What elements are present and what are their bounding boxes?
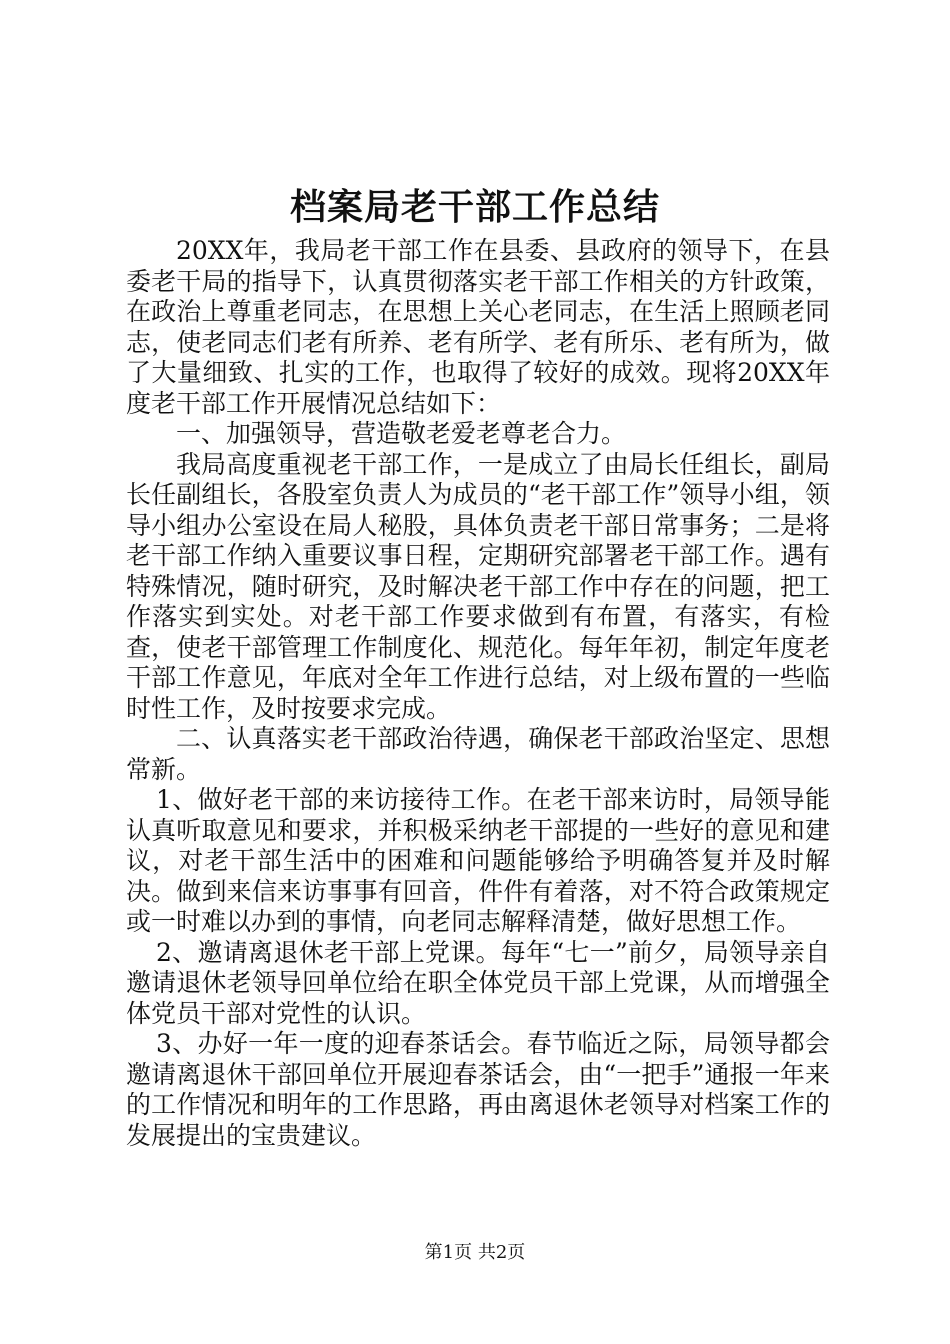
paragraph-item-3: 3、办好一年一度的迎春茶话会。春节临近之际，局领导都会邀请离退休干部回单位开展迎春茶话会，由“一把手”通报一年来的工作情况和明年的工作思路，再由离退休老领导对档案工作的发展提出的宝贵建议。 — [126, 1029, 830, 1150]
page-footer: 第1页 共2页 — [424, 1242, 526, 1263]
paragraph-item-2: 2、邀请离退休老干部上党课。每年“七一”前夕，局领导亲自邀请退休老领导回单位给在职全体党员干部上党课，从而增强全体党员干部对党性的认识。 — [126, 937, 830, 1028]
section-heading-2: 二、认真落实老干部政治待遇，确保老干部政治坚定、思想常新。 — [126, 724, 830, 784]
document-title: 档案局老干部工作总结 — [289, 186, 660, 228]
paragraph-item-1: 1、做好老干部的来访接待工作。在老干部来访时，局领导能认真听取意见和要求，并积极采纳老干部提的一些好的意见和建议，对老干部生活中的困难和问题能够给予明确答复并及时解决。做到来信来访事事有回音，件件有着落，对不符合政策规定或一时难以办到的事情，向老同志解释清楚，做好思想工作。 — [126, 785, 830, 936]
document-body — [126, 236, 830, 1151]
paragraph-section-1: 我局高度重视老干部工作，一是成立了由局长任组长，副局长任副组长，各股室负责人为成员的“老干部工作”领导小组，领导小组办公室设在局人秘股，具体负责老干部日常事务；二是将老干部工作纳入重要议事日程，定期研究部署老干部工作。遇有特殊情况，随时研究，及时解决老干部工作中存在的问题，把工作落实到实处。对老干部工作要求做到有布置，有落实，有检查，使老干部管理工作制度化、规范化。每年年初，制定年度老干部工作意见，年底对全年工作进行总结，对上级布置的一些临时性工作，及时按要求完成。 — [126, 449, 830, 723]
section-heading-1: 一、加强领导，营造敬老爱老尊老合力。 — [176, 419, 627, 448]
paragraph-intro: 20XX年，我局老干部工作在县委、县政府的领导下，在县委老干局的指导下，认真贯彻落实老干部工作相关的方针政策，在政治上尊重老同志，在思想上关心老同志，在生活上照顾老同志，使老同志们老有所养、老有所学、老有所乐、老有所为，做了大量细致、扎实的工作，也取得了较好的成效。现将20XX年度老干部工作开展情况总结如下： — [126, 236, 830, 418]
